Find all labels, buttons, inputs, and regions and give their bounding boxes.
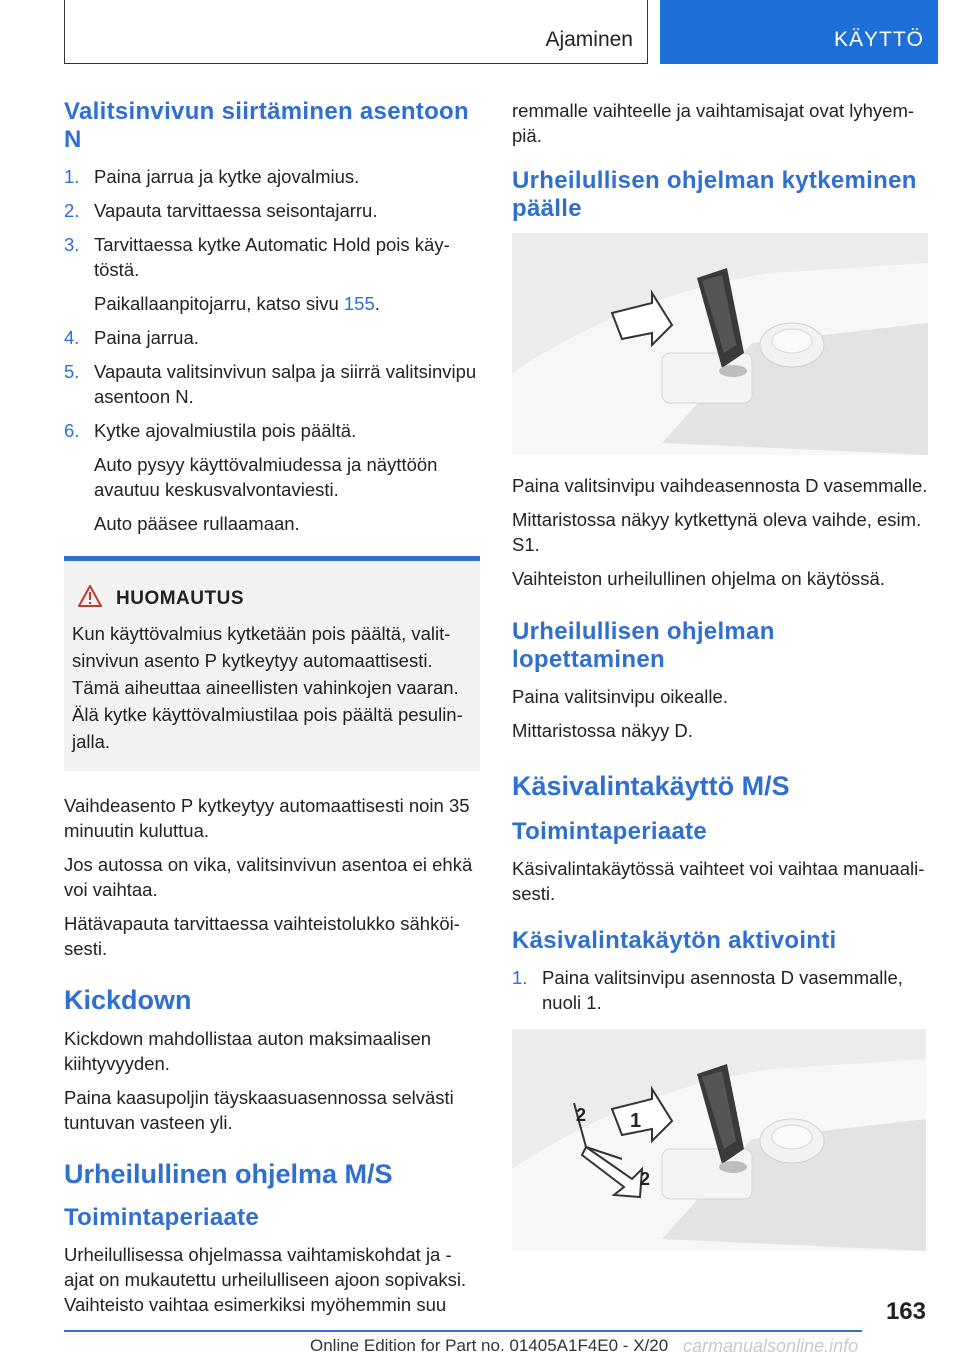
list-item: [64, 359, 480, 409]
arrow-1-label: 1: [630, 1110, 642, 1132]
list-item: [64, 164, 480, 189]
step-text: Paina jarrua ja kytke ajovalmius.: [94, 166, 360, 187]
step-number: 6.: [64, 420, 80, 441]
warning-icon: [78, 585, 102, 612]
arrow-2-label-bottom: 2: [640, 1169, 651, 1189]
stop-heading: Urheilullisen ohjelman lopettaminen: [512, 618, 775, 673]
paragraph: Vaihteiston urheilullinen ohjelma on käytössä.: [512, 568, 885, 589]
header-chapter-tab: [660, 0, 938, 64]
paragraph: Paina valitsinvipu oikealle.: [512, 686, 728, 707]
notice-box: [64, 556, 480, 771]
neutral-heading: Valitsinvivun siirtäminen asentoon N: [64, 98, 469, 153]
list-item: [64, 198, 480, 223]
step-subtext-prefix: Paikallaanpitojarru, katso sivu: [94, 293, 344, 314]
step-number: 1.: [64, 166, 80, 187]
manual-subheading: Toimintaperiaate: [512, 818, 708, 845]
paragraph: Paina valitsinvipu vaihdeasennosta D vasemmalle.: [512, 475, 928, 496]
paragraph: Paina kaasupoljin täyskaasuasennossa selvästi tuntuvan vasteen yli.: [64, 1087, 454, 1133]
paragraph: Käsivalintakäytössä vaihteet voi vaihtaa manuaalisesti.: [512, 858, 925, 904]
manual-heading: Käsivalintakäyttö M/S: [512, 771, 790, 801]
manual-activation-heading: Käsivalintakäytön aktivointi: [512, 927, 837, 954]
footer-divider: [64, 1330, 862, 1332]
paragraph: Urheilullisessa ohjelmassa vaihtamiskohdat ja -ajat on mukautettu urheilulliseen ajoon sopivaksi. Vaihteisto vaihtaa esimerkiksi myöhemmin suu: [64, 1244, 467, 1315]
step-text: Vapauta tarvittaessa seisontajarru.: [94, 200, 378, 221]
list-item: [64, 232, 480, 316]
step-subtext: Auto pääsee rullaamaan.: [94, 513, 300, 534]
header-section-title: Ajaminen: [545, 28, 633, 51]
footer-edition: Online Edition for Part no. 01405A1F4E0 - X/20: [310, 1336, 669, 1355]
sport-subheading: Toimintaperiaate: [64, 1204, 260, 1231]
step-text: Tarvittaessa kytke Automatic Hold pois käytöstä.: [94, 234, 450, 280]
header-chapter-title: KÄYTTÖ: [833, 28, 924, 51]
step-text: Paina valitsinvipu asennosta D vasemmalle, nuoli 1.: [542, 967, 903, 1013]
manual-mode-illustration: [512, 1029, 926, 1251]
step-number: 5.: [64, 361, 80, 382]
step-subtext: Auto pysyy käyttövalmiudessa ja näyttöön avautuu keskusvalvontaviesti.: [94, 454, 438, 500]
step-number: 4.: [64, 327, 80, 348]
list-item: [64, 418, 480, 536]
step-number: 1.: [512, 967, 528, 988]
sport-heading: Urheilullinen ohjelma M/S: [64, 1159, 393, 1189]
gear-selector-illustration: [512, 233, 928, 455]
notice-title: HUOMAUTUS: [116, 587, 244, 609]
arrow-2-label-top: 2: [576, 1105, 587, 1125]
paragraph: Mittaristossa näkyy kytkettynä oleva vaihde, esim. S1.: [512, 509, 922, 555]
watermark: carmanualsonline.info: [683, 1336, 859, 1356]
paragraph: Hätävapauta tarvittaessa vaihteistolukko sähköisesti.: [64, 913, 460, 959]
paragraph: Mittaristossa näkyy D.: [512, 720, 693, 741]
step-subtext: [94, 291, 480, 316]
list-item: [512, 965, 928, 1015]
step-number: 3.: [64, 234, 80, 255]
paragraph: Kickdown mahdollistaa auton maksimaalisen kiihtyvyyden.: [64, 1028, 432, 1074]
page-number: 163: [885, 1298, 926, 1325]
paragraph: Vaihdeasento P kytkeytyy automaattisesti noin 35 minuutin kuluttua.: [64, 795, 470, 841]
paragraph: remmalle vaihteelle ja vaihtamisajat ovat lyhyempiä.: [512, 100, 915, 146]
neutral-steps: [64, 164, 480, 536]
right-column: [512, 98, 928, 1269]
manual-steps: [512, 965, 928, 1015]
notice-text: Kun käyttövalmius kytketään pois päältä, valitsinvivun asento P kytkeytyy automaattisesti. Tämä aiheuttaa aineellisten vahinkojen vaaran. Älä kytke käyttövalmiustilaa pois päältä pesulinjalla.: [72, 623, 463, 752]
page-link[interactable]: 155: [343, 293, 375, 314]
activate-heading: Urheilullisen ohjelman kytkeminen päälle: [512, 167, 917, 222]
left-column: [64, 98, 480, 1326]
paragraph: Jos autossa on vika, valitsinvivun asentoa ei ehkä voi vaihtaa.: [64, 854, 473, 900]
step-text: Vapauta valitsinvivun salpa ja siirrä valitsinvipu asentoon N.: [94, 361, 477, 407]
kickdown-heading: Kickdown: [64, 985, 192, 1015]
step-subtext-suffix: .: [374, 293, 380, 314]
step-text: Paina jarrua.: [94, 327, 199, 348]
step-number: 2.: [64, 200, 80, 221]
header-section-box: [64, 0, 648, 64]
notice-header: [72, 585, 472, 612]
step-text: Kytke ajovalmiustila pois päältä.: [94, 420, 357, 441]
list-item: [64, 325, 480, 350]
